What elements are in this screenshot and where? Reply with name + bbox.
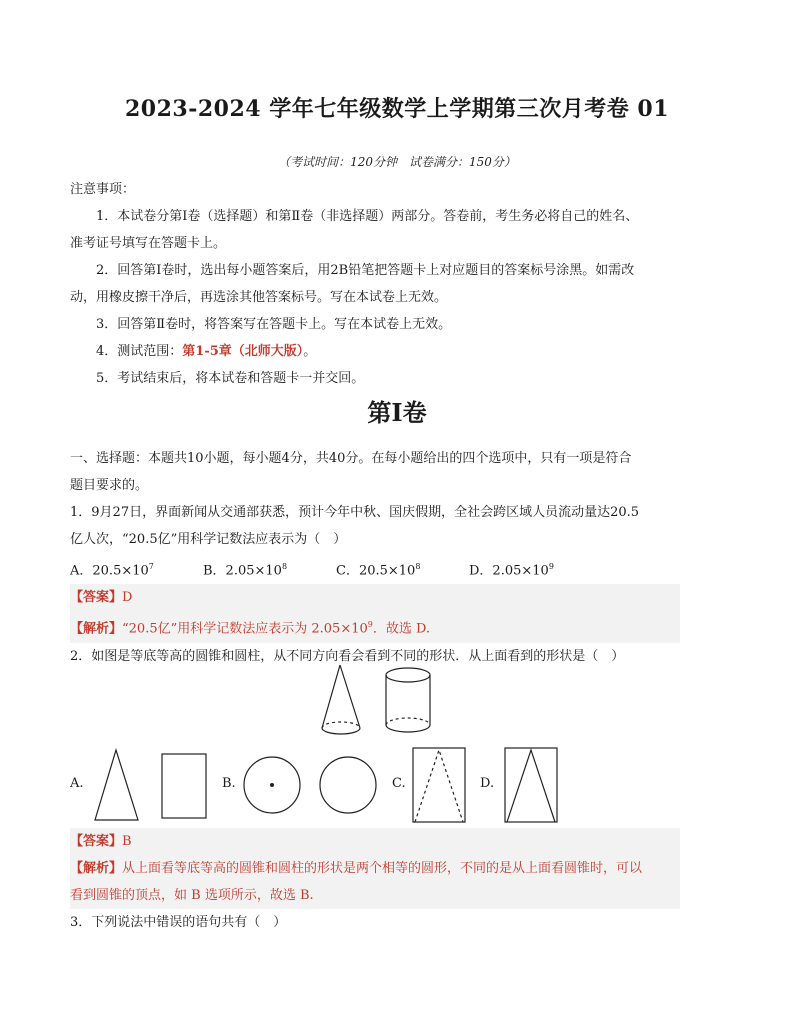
q2-option-a-label: A. [70, 776, 84, 791]
part1-intro-a: 一、选择题：本题共10小题，每小题4分，共40分。在每小题给出的四个选项中，只有一项是符合 [70, 451, 632, 466]
q1-analysis: 【解析】“20.5亿”用科学记数法应表示为 $2.05\times 10^9$．故选 D. [70, 620, 431, 637]
q2-option-c-label: C. [392, 776, 406, 791]
note-3: 3．回答第Ⅱ卷时，将答案写在答题卡上。写在本试卷上无效。 [96, 317, 452, 332]
exam-info: （考试时间：120分钟 试卷满分：150分） [278, 155, 516, 169]
q1-text-a: 1．9月27日，界面新闻从交通部获悉，预计今年中秋、国庆假期，全社会跨区域人员流动量达20.5 [70, 505, 640, 520]
q2-answer-box [70, 828, 680, 909]
q2-answer: 【答案】B [70, 834, 132, 849]
q2-analysis-b: 看到圆锥的顶点，如 B 选项所示，故选 B. [70, 888, 314, 903]
q1-text-b: 亿人次，“20.5亿”用科学记数法应表示为（ ） [70, 532, 347, 547]
note-4 [70, 338, 680, 365]
note-4-prefix: 4．测试范围： [96, 344, 183, 359]
q2-option-d-label: D. [480, 776, 495, 791]
note-4-suffix: 。 [303, 344, 317, 359]
q2-text: 2．如图是等底等高的圆锥和圆柱，从不同方向看会看到不同的形状．从上面看到的形状是（ ） [70, 648, 625, 664]
page-title: 2023-2024 学年七年级数学上学期第三次月考卷 01 [124, 96, 670, 122]
cone-cylinder-figure [310, 660, 440, 740]
note-1a: 1．本试卷分第Ⅰ卷（选择题）和第Ⅱ卷（非选择题）两部分。答卷前，考生务必将自己的姓名、 [96, 209, 639, 224]
q2-option-b-label: B. [222, 776, 236, 791]
notes-heading: 注意事项： [70, 182, 136, 197]
q1-option-c: C．$20.5\times 10^8$ [336, 562, 421, 579]
q2-answer-section [70, 828, 680, 936]
q1-options [70, 553, 680, 584]
q1-option-a: A．$20.5\times 10^7$ [70, 562, 154, 579]
q2-analysis-a: 【解析】从上面看等底等高的圆锥和圆柱的形状是两个相等的圆形，不同的是从上面看圆锥时，可以 [70, 861, 643, 876]
part1-section [70, 445, 680, 670]
note-5: 5．考试结束后，将本试卷和答题卡一并交回。 [96, 371, 365, 386]
q2-option-b-figure [242, 754, 382, 816]
q2-option-c-figure [411, 746, 467, 824]
part1-intro-b: 题目要求的。 [70, 478, 149, 493]
note-1b: 准考证号填写在答题卡上。 [70, 236, 227, 251]
q1-answer-box [70, 584, 680, 642]
q1-option-b: B．$2.05\times 10^8$ [203, 562, 288, 579]
q1-answer: 【答案】D [70, 590, 133, 606]
notes-section [70, 176, 680, 392]
note-2a: 2．回答第Ⅰ卷时，选出每小题答案后，用2B铅笔把答题卡上对应题目的答案标号涂黑。如需改 [96, 263, 635, 278]
section-title: 第Ⅰ卷 [367, 398, 427, 427]
q1-option-d: D．$2.05\times 10^9$ [469, 562, 554, 579]
q2-option-d-figure [503, 746, 559, 824]
note-2b: 动，用橡皮擦干净后，再选涂其他答案标号。写在本试卷上无效。 [70, 290, 448, 305]
test-scope: 第1-5章（北师大版） [182, 344, 304, 359]
q3-text: 3．下列说法中错误的语句共有（ ） [70, 915, 287, 930]
